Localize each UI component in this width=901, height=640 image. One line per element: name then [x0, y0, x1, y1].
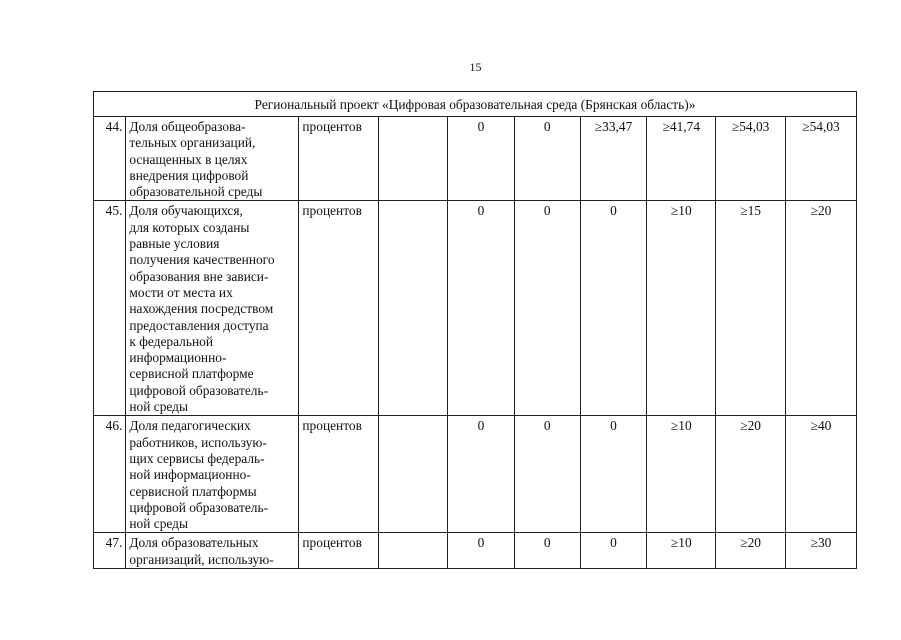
value-cell: 0: [514, 416, 580, 533]
description-line: Доля педагогических: [129, 418, 251, 434]
indicator-description: [126, 117, 299, 201]
value-cell: 0: [580, 533, 647, 569]
description-line: предоставления доступа: [129, 317, 269, 333]
value-cell: ≥30: [786, 533, 857, 569]
description-line: к федеральной: [129, 333, 214, 349]
table-title-row: [94, 92, 857, 117]
description-line: Доля обучающихся,: [129, 203, 243, 219]
value-cell: ≥10: [647, 533, 716, 569]
table-row: [94, 533, 857, 569]
unit-cell: процентов: [299, 533, 379, 569]
value-cell: ≥41,74: [647, 117, 716, 201]
indicator-description: [126, 201, 299, 416]
unit-cell: процентов: [299, 201, 379, 416]
row-number: 46.: [94, 416, 126, 533]
value-cell: ≥54,03: [786, 117, 857, 201]
value-cell: 0: [448, 117, 515, 201]
value-cell: ≥10: [647, 201, 716, 416]
description-line: щих сервисы федераль-: [129, 450, 265, 466]
value-cell: 0: [580, 201, 647, 416]
value-cell: 0: [580, 416, 647, 533]
indicator-table: [93, 91, 857, 569]
value-cell: ≥15: [716, 201, 786, 416]
description-line: ной информационно-: [129, 467, 251, 483]
description-line: ной среды: [129, 399, 188, 415]
value-cell: ≥20: [716, 416, 786, 533]
table-row: [94, 201, 857, 416]
description-line: цифровой образователь-: [129, 499, 269, 515]
description-line: организаций, использую-: [129, 551, 274, 567]
value-cell: ≥20: [786, 201, 857, 416]
value-cell: ≥54,03: [716, 117, 786, 201]
unit-cell: процентов: [299, 117, 379, 201]
value-cell: 0: [514, 201, 580, 416]
description-line: оснащенных в целях: [129, 151, 248, 167]
value-cell: 0: [448, 201, 515, 416]
description-line: сервисной платформы: [129, 483, 257, 499]
value-cell: 0: [514, 117, 580, 201]
unit-cell: процентов: [299, 416, 379, 533]
page-number: 15: [469, 60, 482, 74]
description-line: тельных организаций,: [129, 135, 256, 151]
description-line: равные условия: [129, 236, 220, 252]
description-line: для которых созданы: [129, 219, 250, 235]
blank-cell: [379, 117, 448, 201]
row-number: 45.: [94, 201, 126, 416]
description-line: ной среды: [129, 516, 188, 532]
row-number: 44.: [94, 117, 126, 201]
value-cell: ≥33,47: [580, 117, 647, 201]
description-line: мости от места их: [129, 284, 233, 300]
blank-cell: [379, 201, 448, 416]
value-cell: 0: [448, 533, 515, 569]
description-line: Доля общеобразова-: [129, 119, 246, 134]
value-cell: ≥10: [647, 416, 716, 533]
description-line: образовательной среды: [129, 184, 263, 200]
description-line: работников, использую-: [129, 434, 267, 450]
description-line: нахождения посредством: [129, 301, 274, 317]
value-cell: 0: [514, 533, 580, 569]
table-row: [94, 117, 857, 201]
blank-cell: [379, 416, 448, 533]
description-line: цифровой образователь-: [129, 382, 269, 398]
description-line: сервисной платформе: [129, 366, 254, 382]
blank-cell: [379, 533, 448, 569]
row-number: 47.: [94, 533, 126, 569]
description-line: информационно-: [129, 350, 227, 366]
table-row: [94, 416, 857, 533]
indicator-description: [126, 533, 299, 569]
description-line: Доля образовательных: [129, 535, 259, 551]
indicator-description: [126, 416, 299, 533]
description-line: получения качественного: [129, 252, 275, 268]
regional-project-title: Региональный проект «Цифровая образовательная среда (Брянская область)»: [94, 92, 857, 117]
description-line: образования вне зависи-: [129, 268, 269, 284]
description-line: внедрения цифровой: [129, 167, 249, 183]
value-cell: ≥20: [716, 533, 786, 569]
value-cell: ≥40: [786, 416, 857, 533]
value-cell: 0: [448, 416, 515, 533]
